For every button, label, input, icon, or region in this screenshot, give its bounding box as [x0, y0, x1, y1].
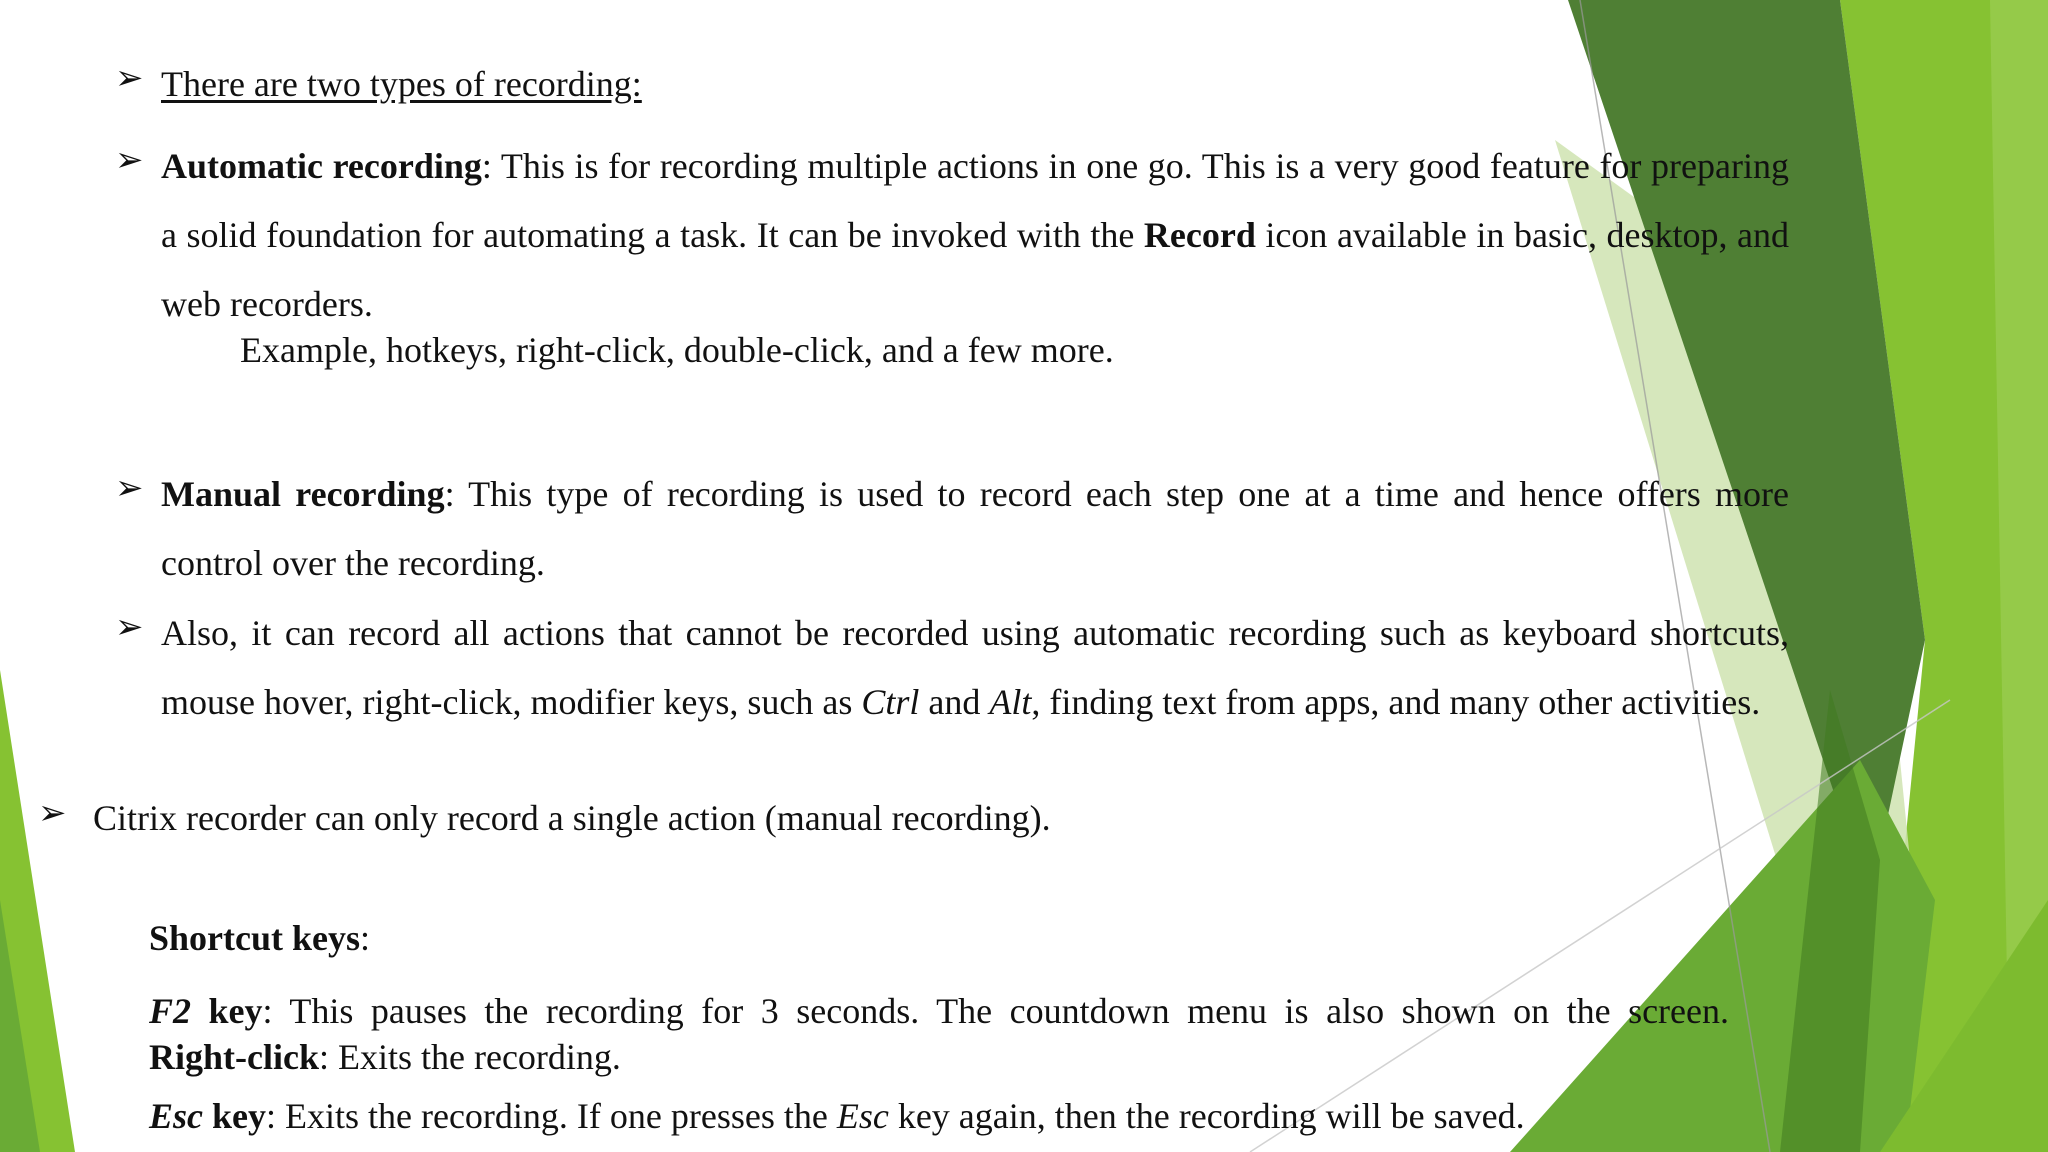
shortcut-keys-heading: Shortcut keys:: [149, 918, 371, 958]
arrow-bullet-icon: ➢: [115, 140, 144, 180]
manual-recording-paragraph: Manual recording: This type of recording is used to record each step one at a time and hence offers more control over the recording.: [161, 474, 1789, 583]
citrix-line: Citrix recorder can only record a single action (manual recording).: [93, 798, 1051, 838]
record-term: Record: [1143, 215, 1256, 255]
f2-key-line: F2 key: This pauses the recording for 3 seconds. The countdown menu is also shown on the screen.: [149, 991, 1730, 1031]
also-paragraph: Also, it can record all actions that cannot be recorded using automatic recording such as keyboard shortcuts, mouse hover, right-click, modifier keys, such as Ctrl and Alt, finding text from apps, and many other activities.: [161, 613, 1789, 722]
types-heading: There are two types of recording:: [161, 64, 642, 104]
right-click-term: Right-click: [149, 1037, 319, 1077]
alt-key: Alt: [989, 682, 1032, 722]
esc-key-term: Esc: [149, 1096, 203, 1136]
arrow-bullet-icon: ➢: [38, 793, 67, 833]
f2-key-term: F2: [149, 991, 192, 1031]
right-click-line: Right-click: Exits the recording.: [149, 1037, 621, 1077]
esc-key-inline: Esc: [836, 1096, 889, 1136]
manual-recording-term: Manual recording: [161, 474, 445, 514]
esc-key-line: Esc key: Exits the recording. If one presses the Esc key again, then the recording will be saved.: [149, 1096, 1525, 1136]
arrow-bullet-icon: ➢: [115, 58, 144, 98]
automatic-recording-term: Automatic recording: [161, 146, 482, 186]
arrow-bullet-icon: ➢: [115, 468, 144, 508]
automatic-recording-paragraph: Automatic recording: This is for recording multiple actions in one go. This is a very good feature for preparing a solid foundation for automating a task. It can be invoked with the Record icon available in basic, desktop, and web recorders.: [161, 146, 1790, 324]
arrow-bullet-icon: ➢: [115, 607, 144, 647]
ctrl-key: Ctrl: [861, 682, 920, 722]
example-line: Example, hotkeys, right-click, double-click, and a few more.: [240, 330, 1114, 370]
